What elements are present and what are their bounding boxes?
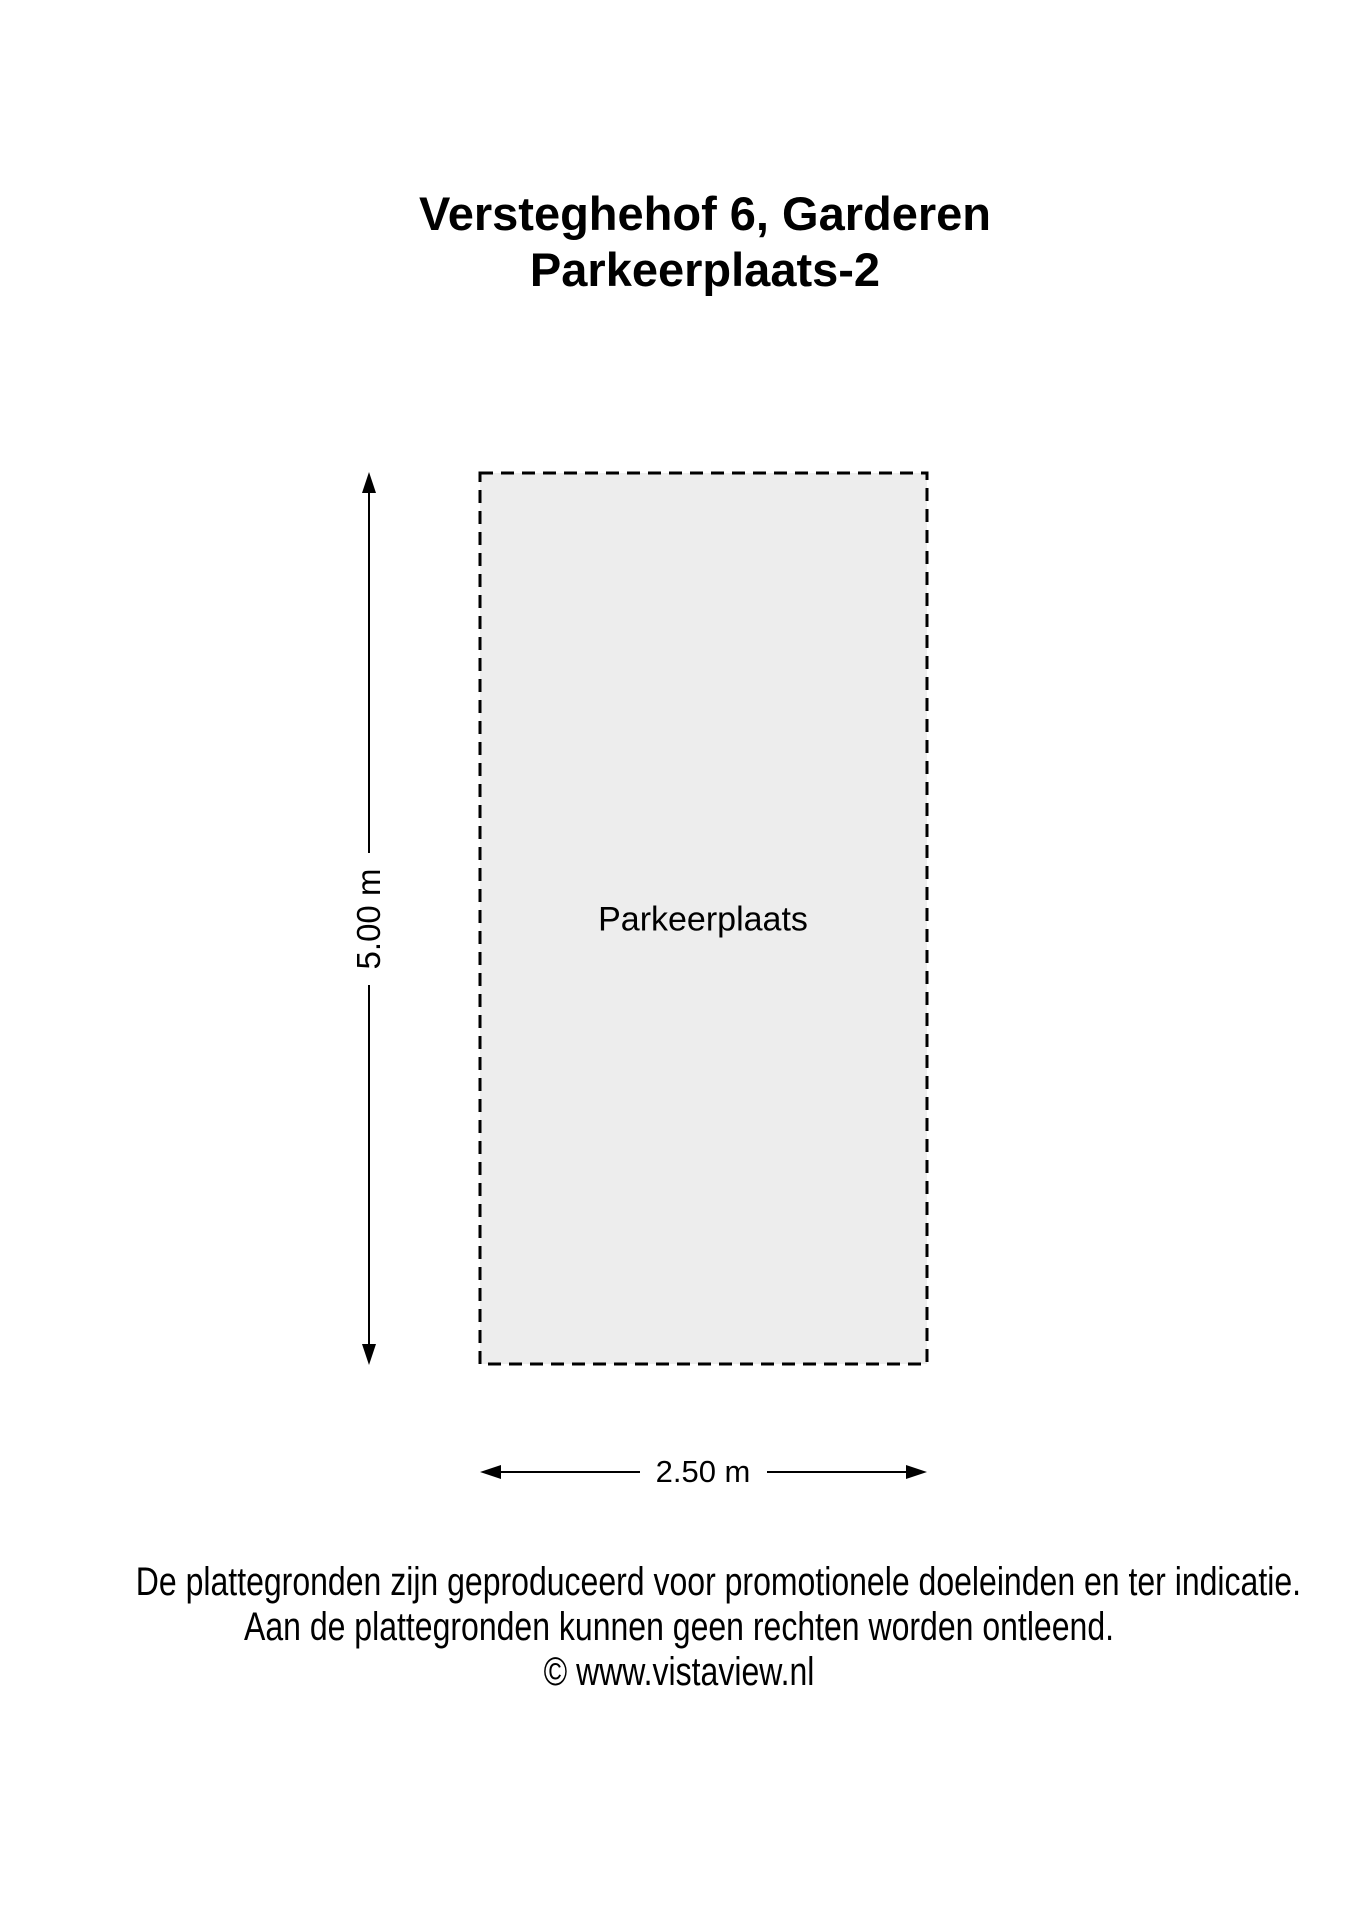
width-dimension-label: 2.50 m (655, 1454, 751, 1489)
plan-title-address: Versteghehof 6, Garderen (418, 187, 992, 240)
plan-title-subtitle: Parkeerplaats-2 (529, 243, 881, 296)
arrow-down-icon (362, 1344, 376, 1365)
arrow-left-icon (480, 1465, 501, 1479)
disclaimer-line-1: De plattegronden zijn geproduceerd voor promotionele doeleinden en ter indicatie. (135, 1560, 1302, 1604)
room-label: Parkeerplaats (598, 900, 808, 939)
arrow-up-icon (362, 472, 376, 493)
disclaimer-footer (0, 1560, 1358, 1695)
copyright-line: © www.vistaview.nl (543, 1650, 815, 1694)
arrow-right-icon (906, 1465, 927, 1479)
disclaimer-line-2: Aan de plattegronden kunnen geen rechten worden ontleend. (243, 1605, 1115, 1649)
height-dimension-label: 5.00 m (350, 868, 387, 970)
